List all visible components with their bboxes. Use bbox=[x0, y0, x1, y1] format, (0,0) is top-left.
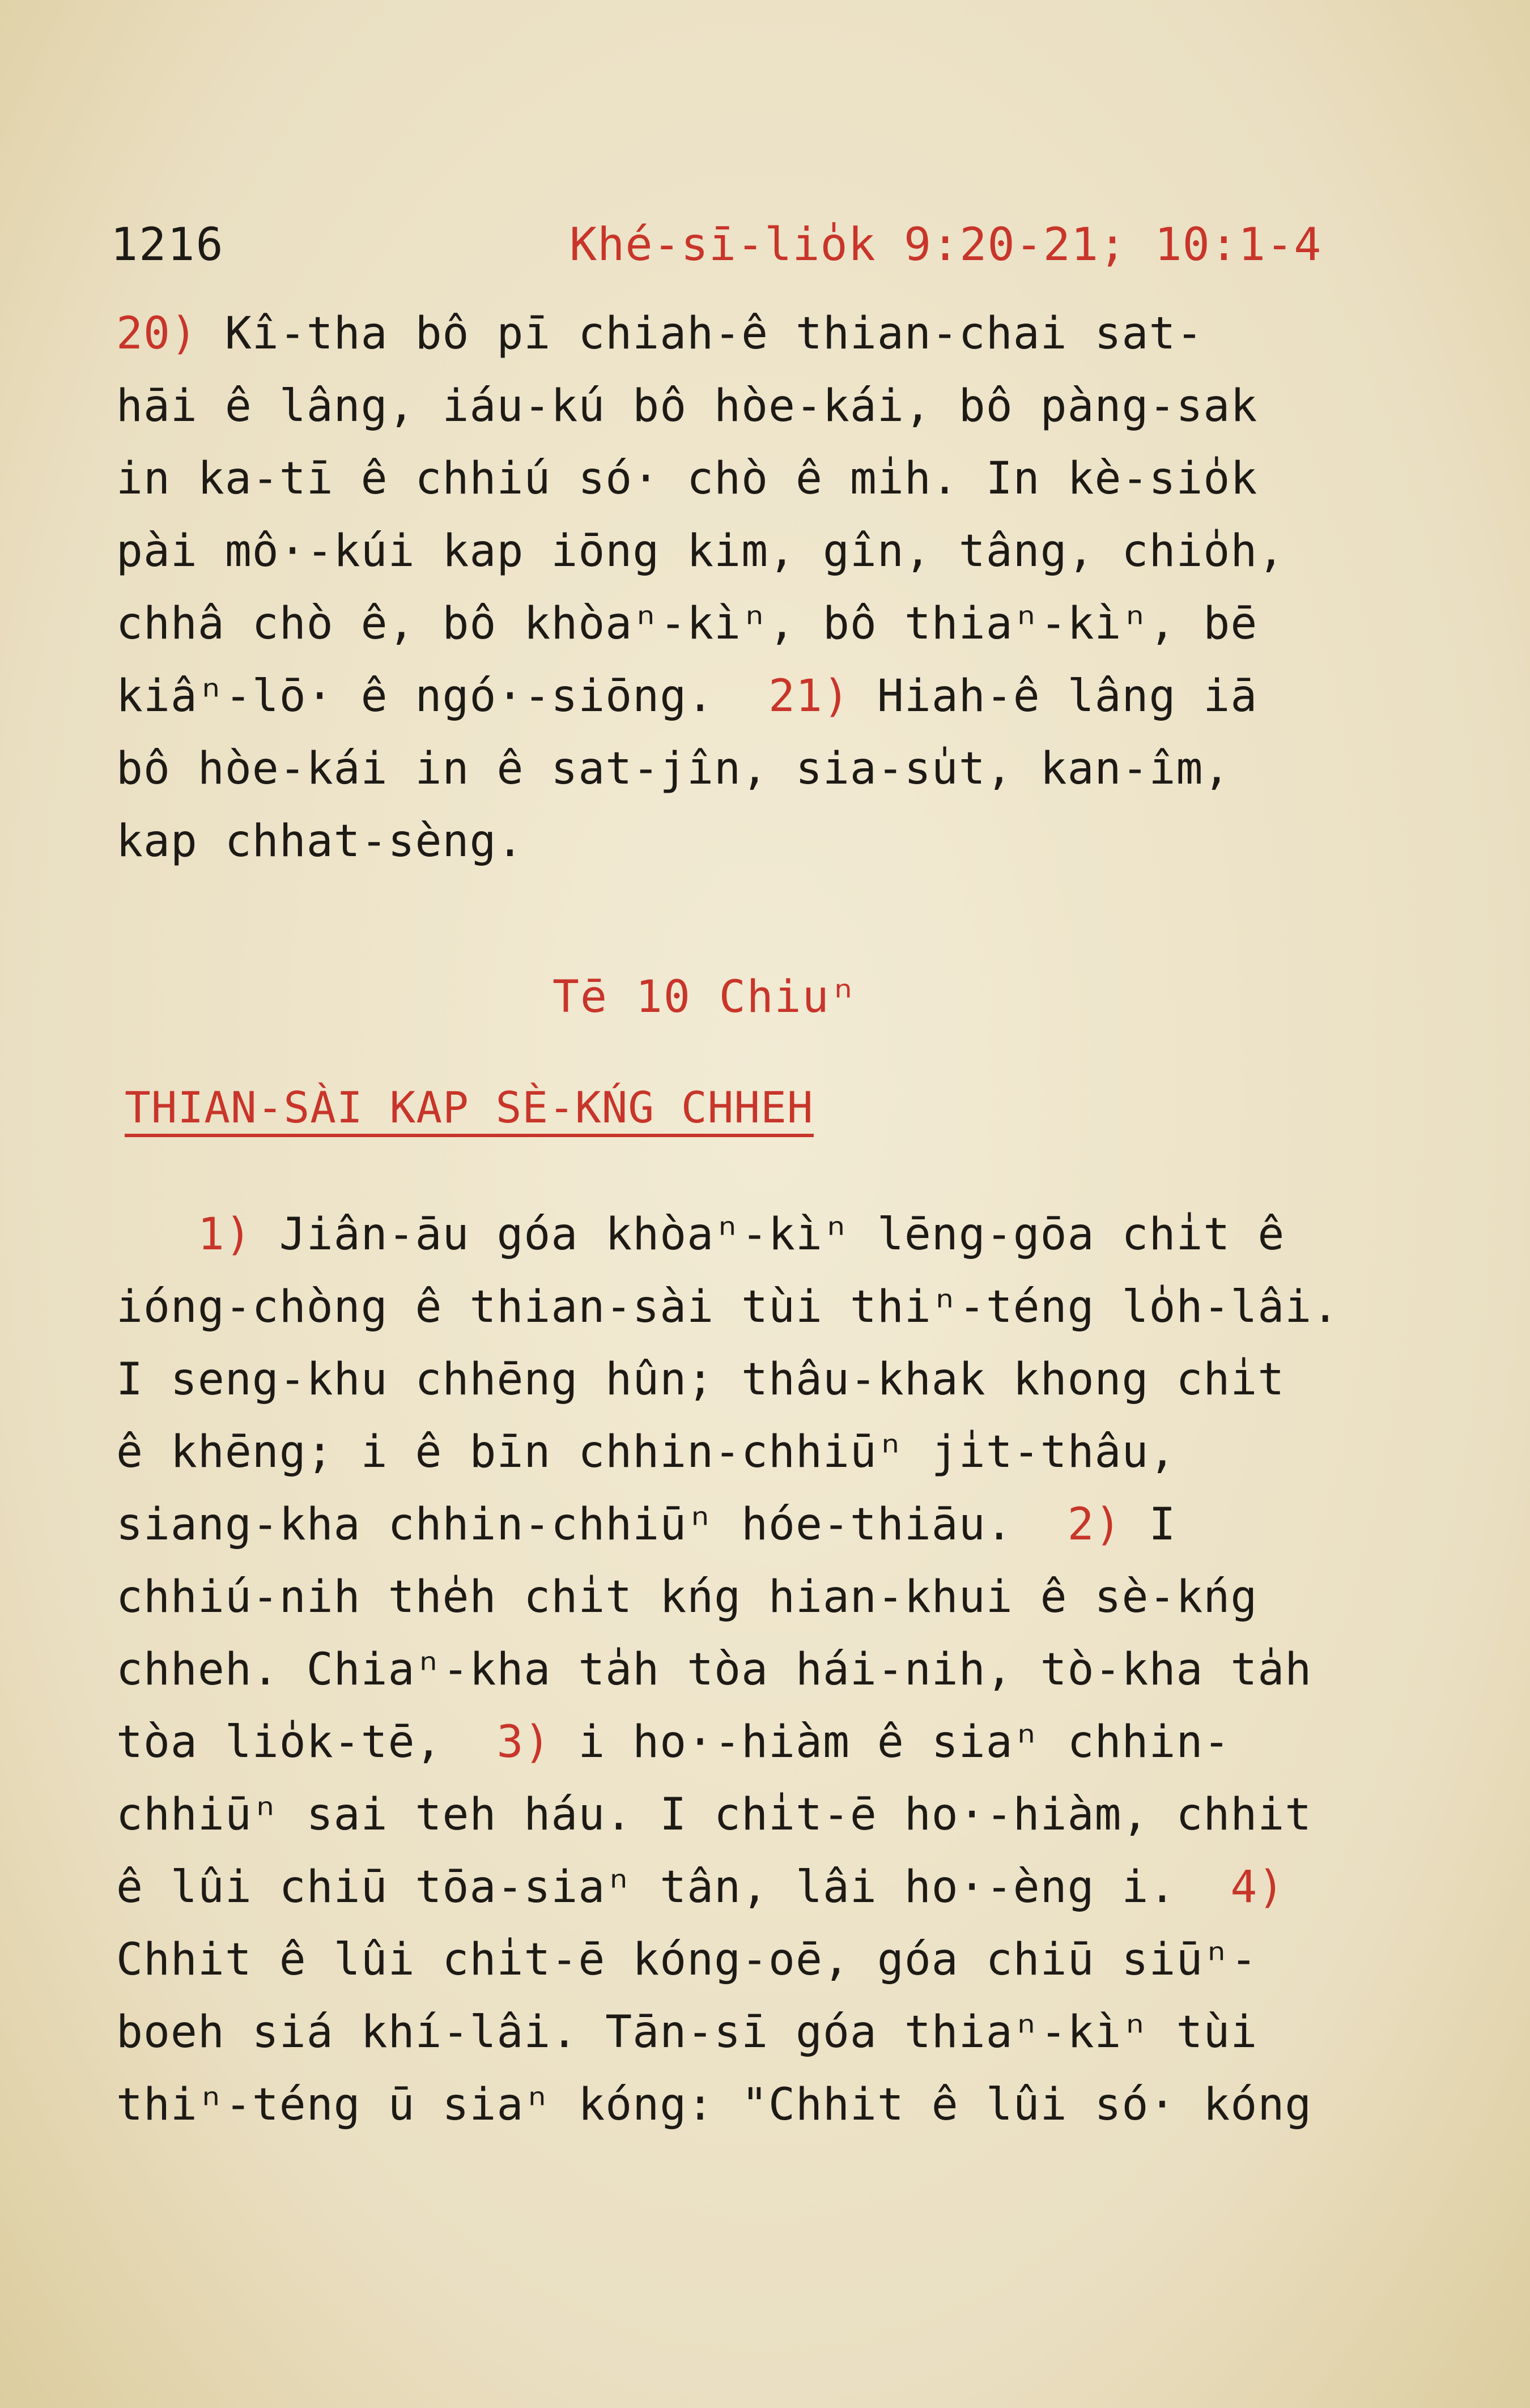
chapter-heading: Tē 10 Chiuⁿ bbox=[552, 972, 858, 1023]
verse-number: 4) bbox=[1230, 1862, 1285, 1913]
text-segment: bô hòe-kái in ê sat-jîn, sia-su̍t, kan-îm, bbox=[116, 743, 1231, 794]
verse-number: 3) bbox=[496, 1717, 551, 1768]
text-segment: I bbox=[1121, 1499, 1176, 1550]
text-segment: i ho·-hiàm ê siaⁿ chhin- bbox=[551, 1717, 1231, 1768]
text-segment: kiâⁿ-lō· ê ngó·-siōng. bbox=[116, 671, 769, 722]
section-heading: THIAN-SÀI KAP SÈ-KŃG CHHEH bbox=[125, 1082, 814, 1137]
text-segment: chhiūⁿ sai teh háu. I chi̍t-ē ho·-hiàm, chhit bbox=[116, 1789, 1312, 1840]
text-line bbox=[116, 1633, 1386, 1706]
text-line bbox=[116, 2069, 1386, 2141]
text-segment: Kî-tha bô pī chiah-ê thian-chai sat- bbox=[197, 308, 1204, 359]
text-segment: siang-kha chhin-chhiūⁿ hóe-thiāu. bbox=[116, 1499, 1068, 1550]
verse-number: 20) bbox=[116, 308, 198, 359]
text-segment bbox=[116, 1209, 198, 1260]
text-segment: chheh. Chiaⁿ-kha ta̍h tòa hái-nih, tò-kha ta̍h bbox=[116, 1644, 1312, 1695]
verse-block-chapter-9 bbox=[116, 297, 1386, 878]
text-segment: in ka-tī ê chhiú só· chò ê mi̍h. In kè-sio̍k bbox=[116, 453, 1258, 504]
text-segment: thiⁿ-téng ū siaⁿ kóng: "Chhit ê lûi só· kóng bbox=[116, 2079, 1312, 2130]
text-line bbox=[116, 1416, 1386, 1488]
text-line bbox=[116, 1924, 1386, 1996]
text-segment: hāi ê lâng, iáu-kú bô hòe-kái, bô pàng-sak bbox=[116, 381, 1258, 432]
page-header bbox=[110, 218, 1368, 269]
text-line bbox=[116, 1343, 1386, 1416]
text-line bbox=[116, 1198, 1386, 1271]
verse-number: 2) bbox=[1067, 1499, 1122, 1550]
verse-number: 1) bbox=[197, 1209, 252, 1260]
text-line bbox=[116, 1706, 1386, 1779]
text-line bbox=[116, 1271, 1386, 1343]
text-segment: chhiú-nih the̍h chi̍t kńg hian-khui ê sè-kńg bbox=[116, 1572, 1258, 1623]
text-segment: Hiah-ê lâng iā bbox=[849, 671, 1258, 722]
verse-block-chapter-10 bbox=[116, 1198, 1386, 2141]
text-segment: Chhit ê lûi chi̍t-ē kóng-oē, góa chiū siūⁿ- bbox=[116, 1934, 1258, 1985]
text-segment: I seng-khu chhēng hûn; thâu-khak khong chi̍t bbox=[116, 1354, 1285, 1405]
page-number: 1216 bbox=[110, 218, 224, 271]
text-line bbox=[116, 1561, 1386, 1633]
text-line bbox=[116, 370, 1386, 443]
text-segment: ióng-chòng ê thian-sài tùi thiⁿ-téng lo̍h-lâi. bbox=[116, 1282, 1340, 1333]
text-line bbox=[116, 805, 1386, 878]
text-segment: ê lûi chiū tōa-siaⁿ tân, lâi ho·-èng i. bbox=[116, 1862, 1231, 1913]
text-line bbox=[116, 1851, 1386, 1924]
text-line bbox=[116, 443, 1386, 515]
text-segment: ê khēng; i ê bīn chhin-chhiūⁿ ji̍t-thâu, bbox=[116, 1427, 1176, 1478]
text-line bbox=[116, 1488, 1386, 1561]
text-segment: pài mô·-kúi kap iōng kim, gîn, tâng, chio̍h, bbox=[116, 526, 1285, 577]
text-line bbox=[116, 1779, 1386, 1851]
text-line bbox=[116, 515, 1386, 588]
text-line bbox=[116, 1996, 1386, 2069]
running-title: Khé-sī-lio̍k 9:20-21; 10:1-4 bbox=[570, 218, 1322, 271]
text-segment: boeh siá khí-lâi. Tān-sī góa thiaⁿ-kìⁿ tùi bbox=[116, 2007, 1258, 2058]
text-line bbox=[116, 733, 1386, 805]
text-segment: kap chhat-sèng. bbox=[116, 816, 524, 867]
text-segment: chhâ chò ê, bô khòaⁿ-kìⁿ, bô thiaⁿ-kìⁿ, bē bbox=[116, 598, 1258, 649]
verse-number: 21) bbox=[768, 671, 850, 722]
text-line bbox=[116, 660, 1386, 733]
text-line bbox=[116, 297, 1386, 370]
text-segment: tòa lio̍k-tē, bbox=[116, 1717, 497, 1768]
text-segment: Jiân-āu góa khòaⁿ-kìⁿ lēng-gōa chi̍t ê bbox=[252, 1209, 1285, 1260]
text-line bbox=[116, 588, 1386, 660]
